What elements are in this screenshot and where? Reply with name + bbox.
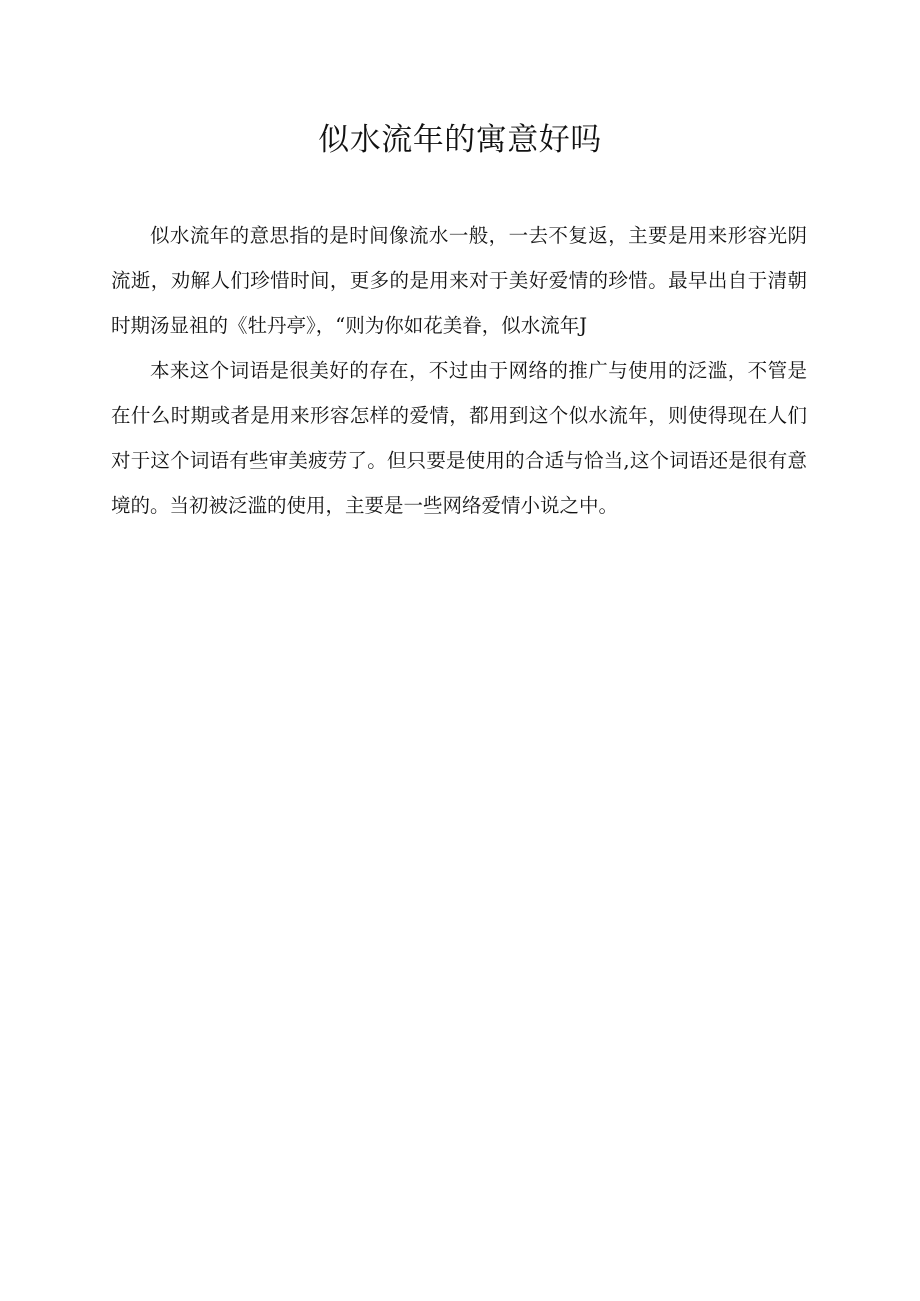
- document-title: 似水流年的寓意好吗: [318, 122, 602, 158]
- paragraph-1: 似水流年的意思指的是时间像流水一般，一去不复返，主要是用来形容光阴流逝，劝解人们珍惜时间，更多的是用来对于美好爱情的珍惜。最早出自于清朝时期汤显祖的《牡丹亭》，“则为你如花美眷，似水流年J: [111, 224, 807, 337]
- paragraph-2: 本来这个词语是很美好的存在，不过由于网络的推广与使用的泛滥，不管是在什么时期或者是用来形容怎样的爱情，都用到这个似水流年，则使得现在人们对于这个词语有些审美疲劳了。但只要是使用的合适与恰当,这个词语还是很有意境的。当初被泛滥的使用，主要是一些网络爱情小说之中。: [111, 359, 807, 517]
- document-body: [111, 213, 807, 528]
